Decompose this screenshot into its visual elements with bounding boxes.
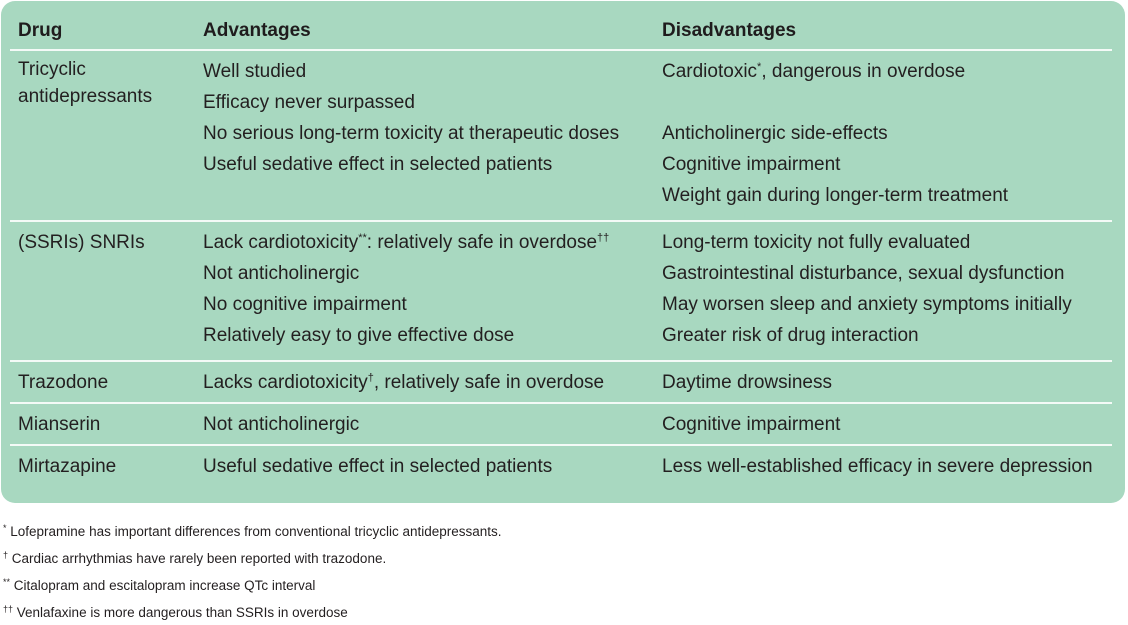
footnote: * Lofepramine has important differences from conventional tricyclic antidepressants.: [3, 523, 502, 539]
footnote-marker: ††: [597, 232, 610, 244]
advantage-item: Useful sedative effect in selected patients: [203, 456, 553, 477]
advantage-item: No serious long-term toxicity at therapeutic doses: [203, 123, 620, 144]
drug-cell: [18, 56, 152, 110]
advantage-item: Relatively easy to give effective dose: [203, 325, 515, 346]
footnote: †† Venlafaxine is more dangerous than SSRIs in overdose: [3, 604, 348, 620]
disadvantages-cell: [662, 451, 1093, 482]
disadvantage-item: Weight gain during longer-term treatment: [662, 185, 1009, 206]
footnote-marker: *: [3, 523, 7, 533]
advantages-cell: [203, 367, 604, 398]
header-divider: [10, 49, 1112, 51]
advantage-item: Not anticholinergic: [203, 263, 360, 284]
header-drug: Drug: [18, 20, 63, 41]
footnote: ** Citalopram and escitalopram increase QTc interval: [3, 577, 316, 593]
drug-name-line: Mirtazapine: [18, 456, 117, 477]
footnote-marker: **: [358, 232, 367, 244]
disadvantages-cell: [662, 409, 840, 440]
drug-name-line: antidepressants: [18, 86, 153, 107]
advantage-item: Efficacy never surpassed: [203, 92, 415, 113]
advantage-item: Lacks cardiotoxicity†, relatively safe in overdose: [203, 372, 605, 393]
disadvantage-item: Cognitive impairment: [662, 154, 841, 175]
disadvantage-item: Long-term toxicity not fully evaluated: [662, 232, 971, 253]
advantage-item: No cognitive impairment: [203, 294, 407, 315]
advantage-item: Lack cardiotoxicity**: relatively safe in overdose††: [203, 232, 610, 253]
drug-cell: [18, 451, 116, 482]
row-divider: [10, 444, 1112, 446]
footnote-marker: †: [367, 372, 374, 384]
row-divider: [10, 220, 1112, 222]
disadvantage-item: Gastrointestinal disturbance, sexual dysfunction: [662, 263, 1065, 284]
drug-cell: [18, 409, 100, 440]
drug-cell: [18, 367, 108, 398]
advantages-cell: [203, 451, 552, 482]
advantages-cell: [203, 56, 619, 180]
disadvantage-item: Anticholinergic side-effects: [662, 123, 888, 144]
footnote-marker: ††: [3, 604, 14, 614]
disadvantage-item: [662, 87, 1008, 118]
footnote: † Cardiac arrhythmias have rarely been reported with trazodone.: [3, 550, 387, 566]
advantage-item: Not anticholinergic: [203, 414, 360, 435]
disadvantage-item: Greater risk of drug interaction: [662, 325, 919, 346]
row-divider: [10, 402, 1112, 404]
footnote-marker: *: [757, 61, 762, 73]
disadvantages-cell: [662, 227, 1072, 351]
disadvantage-item: Cardiotoxic*, dangerous in overdose: [662, 61, 966, 82]
disadvantage-item: Cognitive impairment: [662, 414, 841, 435]
advantages-cell: [203, 409, 359, 440]
drug-name-line: Mianserin: [18, 414, 101, 435]
drug-name-line: Tricyclic: [18, 59, 86, 80]
disadvantages-cell: [662, 367, 832, 398]
advantage-item: Useful sedative effect in selected patients: [203, 154, 553, 175]
disadvantage-item: Less well-established efficacy in severe depression: [662, 456, 1093, 477]
row-divider: [10, 360, 1112, 362]
disadvantage-item: Daytime drowsiness: [662, 372, 832, 393]
advantage-item: Well studied: [203, 61, 307, 82]
disadvantage-item: May worsen sleep and anxiety symptoms initially: [662, 294, 1072, 315]
disadvantages-cell: [662, 56, 1008, 211]
header-advantages: Advantages: [203, 20, 311, 41]
drug-comparison-table: [1, 1, 1125, 503]
drug-cell: [18, 227, 145, 258]
header-disadvantages: Disadvantages: [662, 20, 797, 41]
footnote-marker: †: [3, 550, 9, 560]
advantages-cell: [203, 227, 609, 351]
footnote-marker: **: [3, 577, 11, 587]
drug-name-line: Trazodone: [18, 372, 109, 393]
drug-name-line: (SSRIs) SNRIs: [18, 232, 145, 253]
